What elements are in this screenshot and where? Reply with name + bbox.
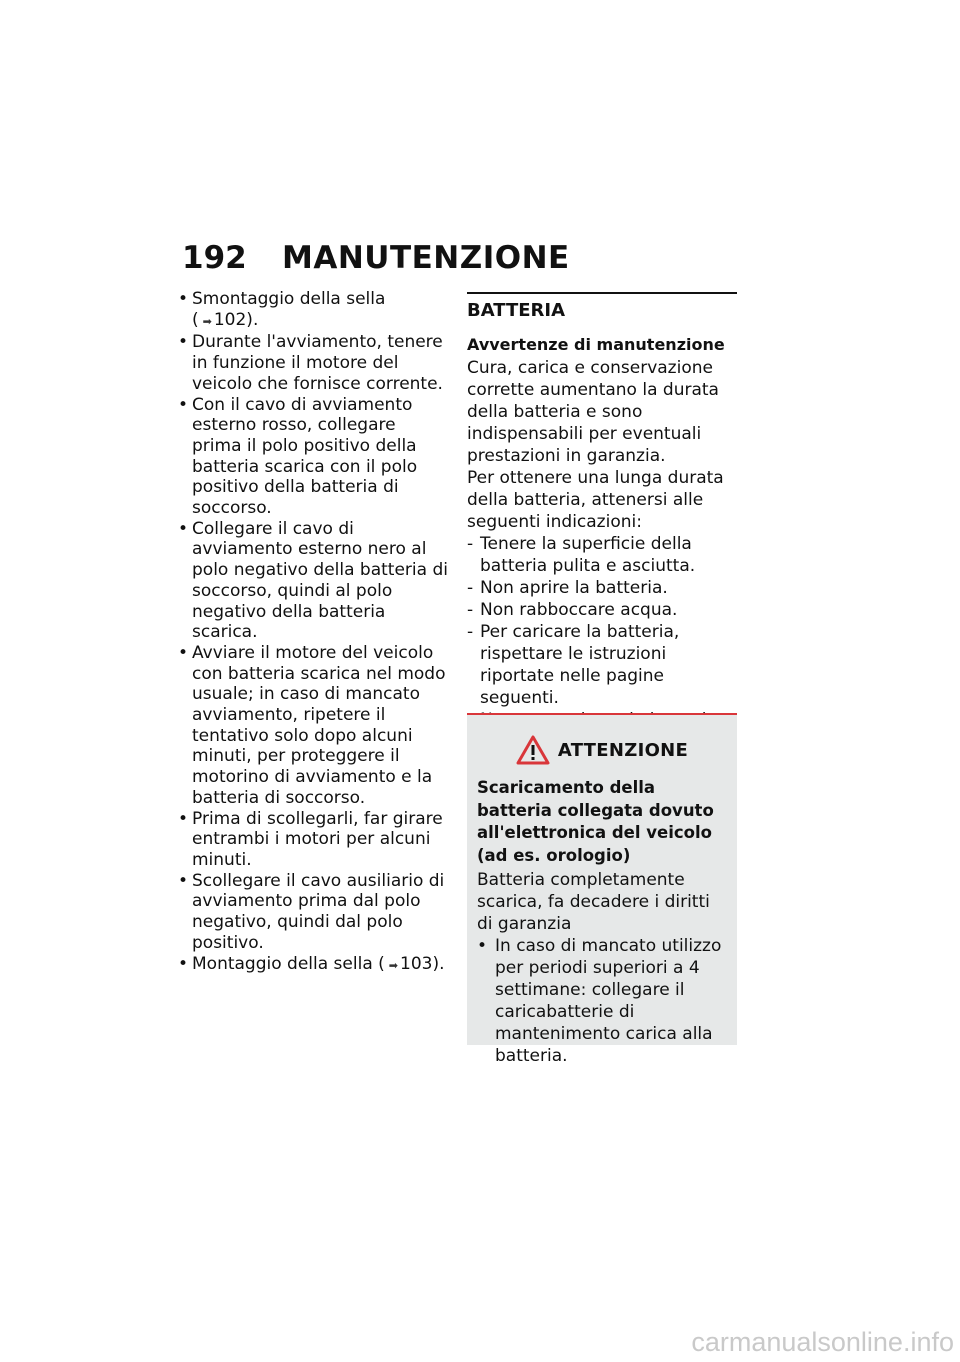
right-column: [467, 292, 737, 731]
list-item: • Montaggio della sella ( ➡ 103).: [178, 954, 450, 977]
warning-triangle-icon: [516, 735, 550, 765]
left-column: [178, 289, 450, 976]
list-item: • Scollegare il cavo ausiliario di avviamento prima dal polo negativo, quindi dal polo positivo.: [178, 871, 450, 954]
page-number: 192: [182, 240, 247, 276]
page-ref-arrow-icon: ➡: [202, 314, 212, 328]
list-item: • Smontaggio della sella ( ➡ 102).: [178, 289, 450, 332]
list-item: - Per caricare la batteria, rispettare le istruzioni riportate nelle pagine seguenti.: [467, 621, 737, 709]
warning-title: ATTENZIONE: [557, 739, 689, 761]
list-item: • Avviare il motore del veicolo con batteria scarica nel modo usuale; in caso di mancato avviamento, ripetere il tentativo solo dopo alcuni minuti, per proteggere il motorino di avviamento e la batteria di soccorso.: [178, 643, 450, 809]
list-item: - Tenere la superficie della batteria pulita e asciutta.: [467, 533, 737, 577]
warning-text: Batteria completamente scarica, fa decadere i diritti di garanzia: [477, 870, 710, 934]
subsection-title: Avvertenze di manutenzione: [467, 335, 725, 354]
list-item: - Non rabboccare acqua.: [467, 599, 737, 621]
list-item: • In caso di mancato utilizzo per periodi superiori a 4 settimane: collegare il caricabatterie di mantenimento carica alla batteria.: [477, 935, 727, 1067]
list-item: • Collegare il cavo di avviamento esterno nero al polo negativo della batteria di soccorso, quindi al polo negativo della batteria scarica.: [178, 519, 450, 643]
warning-bold-text: Scaricamento della batteria collegata dovuto all'elettronica del veicolo (ad es. orologio): [477, 778, 714, 865]
page-header: [182, 240, 570, 276]
paragraph: Cura, carica e conservazione corrette aumentano la durata della batteria e sono indispensabili per eventuali prestazioni in garanzia.: [467, 358, 719, 466]
warning-box: [467, 713, 737, 1066]
watermark: carmanualsonline.info: [691, 1327, 954, 1357]
list-item: • Prima di scollegarli, far girare entrambi i motori per alcuni minuti.: [178, 809, 450, 871]
section-divider: [467, 292, 737, 294]
page-title: MANUTENZIONE: [282, 240, 570, 276]
list-item: - Non aprire la batteria.: [467, 577, 737, 599]
list-item: • Durante l'avviamento, tenere in funzione il motore del veicolo che fornisce corrente.: [178, 332, 450, 394]
warning-header: [477, 735, 727, 765]
section-title: BATTERIA: [467, 300, 566, 321]
list-item: • Con il cavo di avviamento esterno rosso, collegare prima il polo positivo della batteria scarica con il polo positivo della batteria di soccorso.: [178, 395, 450, 519]
paragraph: Per ottenere una lunga durata della batteria, attenersi alle seguenti indicazioni:: [467, 468, 724, 532]
page-ref-arrow-icon: ➡: [388, 958, 398, 972]
